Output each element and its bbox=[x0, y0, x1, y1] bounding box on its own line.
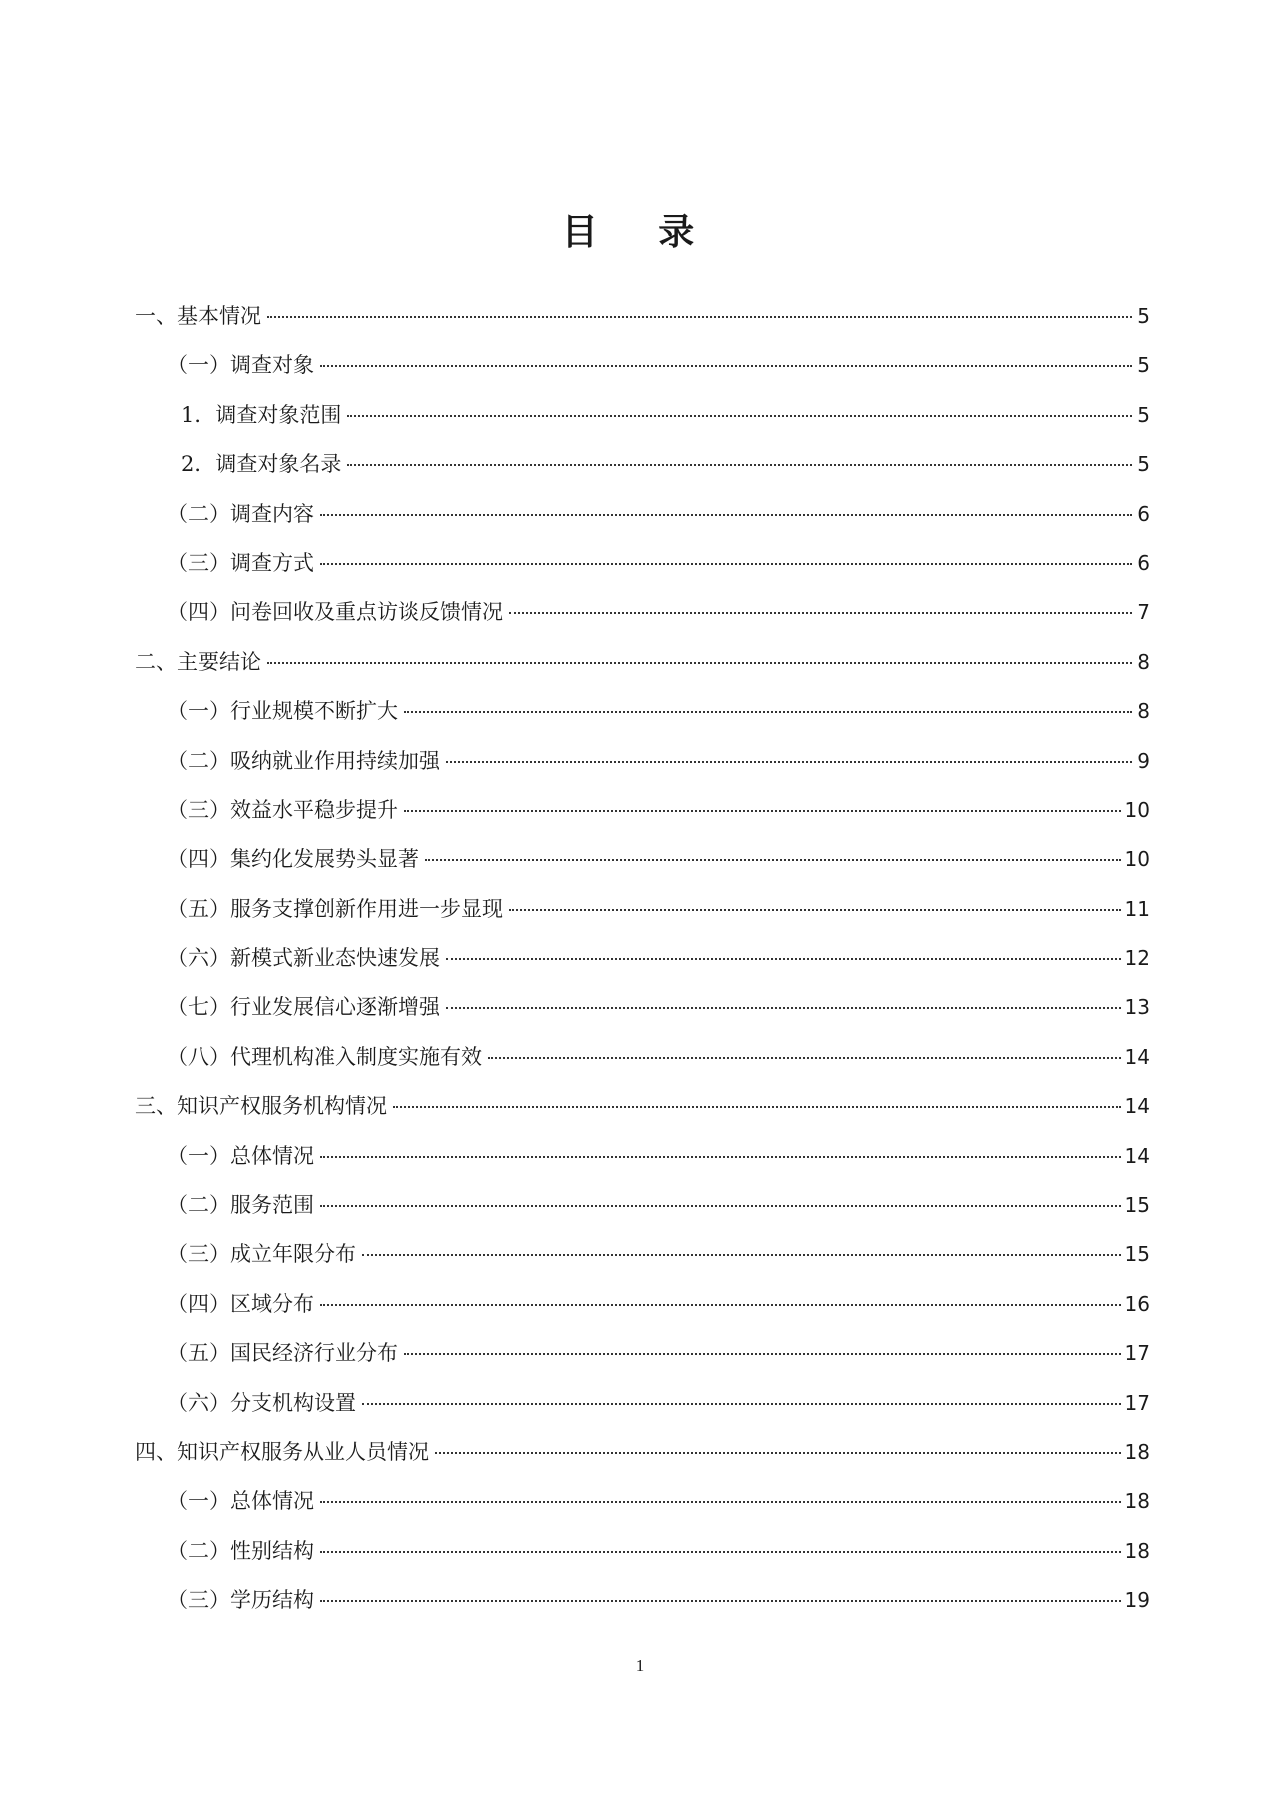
toc-dot-leader bbox=[404, 711, 1132, 713]
toc-entry-page-number: 12 bbox=[1124, 946, 1150, 971]
toc-dot-leader bbox=[320, 1156, 1121, 1158]
toc-dot-leader bbox=[267, 316, 1132, 318]
toc-entry[interactable] bbox=[135, 991, 1150, 1040]
toc-entry-page-number: 6 bbox=[1137, 501, 1150, 526]
toc-entry-label: （七）行业发展信心逐渐增强 bbox=[167, 995, 440, 1020]
toc-entry[interactable] bbox=[135, 1387, 1150, 1436]
toc-entry-page-number: 8 bbox=[1137, 699, 1150, 724]
toc-entry-label: 2．调查对象名录 bbox=[181, 452, 342, 477]
toc-entry[interactable] bbox=[135, 1535, 1150, 1584]
toc-entry-label: （一）调查对象 bbox=[167, 353, 314, 378]
toc-entry[interactable] bbox=[135, 1140, 1150, 1189]
toc-entry-label: （五）服务支撑创新作用进一步显现 bbox=[167, 896, 503, 921]
toc-dot-leader bbox=[347, 415, 1132, 417]
toc-entry-page-number: 14 bbox=[1124, 1094, 1150, 1119]
toc-entry[interactable] bbox=[135, 745, 1150, 794]
toc-entry[interactable] bbox=[135, 547, 1150, 596]
toc-entry-label: （四）集约化发展势头显著 bbox=[167, 847, 419, 872]
toc-dot-leader bbox=[509, 909, 1121, 911]
toc-dot-leader bbox=[320, 1551, 1121, 1553]
toc-entry-page-number: 17 bbox=[1124, 1390, 1150, 1415]
toc-dot-leader bbox=[267, 662, 1132, 664]
toc-entry-label: （六）新模式新业态快速发展 bbox=[167, 946, 440, 971]
toc-entry[interactable] bbox=[135, 300, 1150, 349]
toc-entry-label: 二、主要结论 bbox=[135, 649, 261, 674]
toc-entry[interactable] bbox=[135, 695, 1150, 744]
toc-entry-label: （二）服务范围 bbox=[167, 1193, 314, 1218]
toc-entry-page-number: 10 bbox=[1124, 847, 1150, 872]
toc-entry-page-number: 18 bbox=[1124, 1439, 1150, 1464]
toc-entry[interactable] bbox=[135, 399, 1150, 448]
toc-dot-leader bbox=[320, 514, 1132, 516]
toc-dot-leader bbox=[320, 365, 1132, 367]
footer-page-number: 1 bbox=[635, 1656, 645, 1675]
toc-entry[interactable] bbox=[135, 498, 1150, 547]
toc-entry[interactable] bbox=[135, 1238, 1150, 1287]
toc-entry[interactable] bbox=[135, 1485, 1150, 1534]
toc-entry-label: （二）吸纳就业作用持续加强 bbox=[167, 748, 440, 773]
toc-entry-label: 一、基本情况 bbox=[135, 304, 261, 328]
toc-dot-leader bbox=[320, 563, 1132, 565]
toc-dot-leader bbox=[320, 1600, 1121, 1602]
toc-dot-leader bbox=[362, 1403, 1121, 1405]
toc-entry-label: （八）代理机构准入制度实施有效 bbox=[167, 1044, 482, 1069]
toc-entry-label: （三）效益水平稳步提升 bbox=[167, 797, 398, 822]
toc-entry-label: （一）总体情况 bbox=[167, 1489, 314, 1514]
toc-entry-page-number: 16 bbox=[1124, 1291, 1150, 1316]
toc-entry-page-number: 19 bbox=[1124, 1588, 1150, 1613]
toc-entry[interactable] bbox=[135, 1041, 1150, 1090]
toc-dot-leader bbox=[425, 859, 1121, 861]
toc-dot-leader bbox=[446, 958, 1121, 960]
toc-entry-label: 三、知识产权服务机构情况 bbox=[135, 1094, 387, 1119]
toc-dot-leader bbox=[404, 810, 1121, 812]
toc-entry[interactable] bbox=[135, 942, 1150, 991]
toc-entry[interactable] bbox=[135, 1337, 1150, 1386]
toc-dot-leader bbox=[446, 761, 1132, 763]
toc-dot-leader bbox=[404, 1353, 1121, 1355]
toc-dot-leader bbox=[435, 1452, 1121, 1454]
toc-entry-page-number: 7 bbox=[1137, 600, 1150, 625]
toc-entry-label: （三）调查方式 bbox=[167, 550, 314, 575]
toc-entry[interactable] bbox=[135, 1288, 1150, 1337]
toc-entry-label: （二）调查内容 bbox=[167, 501, 314, 526]
toc-entry-page-number: 15 bbox=[1124, 1193, 1150, 1218]
toc-entry-page-number: 17 bbox=[1124, 1341, 1150, 1366]
toc-entry[interactable] bbox=[135, 448, 1150, 497]
toc-entry[interactable] bbox=[135, 349, 1150, 398]
toc-entry-page-number: 6 bbox=[1137, 550, 1150, 575]
toc-entry[interactable] bbox=[135, 1090, 1150, 1139]
toc-entry-label: （一）行业规模不断扩大 bbox=[167, 699, 398, 724]
toc-entry-label: （四）问卷回收及重点访谈反馈情况 bbox=[167, 600, 503, 625]
toc-entry[interactable] bbox=[135, 1584, 1150, 1633]
toc-entry-page-number: 10 bbox=[1124, 797, 1150, 822]
toc-entry-page-number: 8 bbox=[1137, 649, 1150, 674]
toc-entry[interactable] bbox=[135, 1436, 1150, 1485]
toc-entry[interactable] bbox=[135, 843, 1150, 892]
toc-entry-label: （四）区域分布 bbox=[167, 1291, 314, 1316]
toc-entry-label: （二）性别结构 bbox=[167, 1538, 314, 1563]
table-of-contents bbox=[135, 300, 1150, 1634]
toc-dot-leader bbox=[509, 612, 1132, 614]
toc-dot-leader bbox=[446, 1007, 1121, 1009]
toc-dot-leader bbox=[320, 1304, 1121, 1306]
toc-entry-label: （三）学历结构 bbox=[167, 1588, 314, 1613]
toc-dot-leader bbox=[347, 464, 1132, 466]
toc-entry-label: （五）国民经济行业分布 bbox=[167, 1341, 398, 1366]
toc-entry-label: 四、知识产权服务从业人员情况 bbox=[135, 1439, 429, 1464]
toc-entry-label: （六）分支机构设置 bbox=[167, 1390, 356, 1415]
toc-dot-leader bbox=[320, 1501, 1121, 1503]
toc-entry-label: （一）总体情况 bbox=[167, 1143, 314, 1168]
toc-dot-leader bbox=[362, 1254, 1121, 1256]
toc-entry-page-number: 5 bbox=[1137, 353, 1150, 378]
toc-entry-label: （三）成立年限分布 bbox=[167, 1242, 356, 1267]
toc-entry-page-number: 9 bbox=[1137, 748, 1150, 773]
toc-entry-page-number: 5 bbox=[1137, 452, 1150, 477]
toc-entry-page-number: 5 bbox=[1137, 402, 1150, 427]
toc-dot-leader bbox=[393, 1106, 1121, 1108]
toc-dot-leader bbox=[488, 1057, 1121, 1059]
toc-entry-label: 1．调查对象范围 bbox=[181, 402, 342, 427]
toc-entry[interactable] bbox=[135, 596, 1150, 645]
toc-entry[interactable] bbox=[135, 1189, 1150, 1238]
page-title: 目 录 bbox=[561, 212, 719, 253]
toc-entry-page-number: 14 bbox=[1124, 1044, 1150, 1069]
toc-entry-page-number: 11 bbox=[1124, 896, 1150, 921]
toc-entry-page-number: 18 bbox=[1124, 1538, 1150, 1563]
toc-entry[interactable] bbox=[135, 893, 1150, 942]
toc-entry-page-number: 14 bbox=[1124, 1143, 1150, 1168]
toc-entry-page-number: 5 bbox=[1137, 304, 1150, 328]
toc-entry-page-number: 13 bbox=[1124, 995, 1150, 1020]
toc-entry-page-number: 15 bbox=[1124, 1242, 1150, 1267]
toc-dot-leader bbox=[320, 1205, 1121, 1207]
toc-entry-page-number: 18 bbox=[1124, 1489, 1150, 1514]
toc-entry[interactable] bbox=[135, 794, 1150, 843]
toc-entry[interactable] bbox=[135, 646, 1150, 695]
